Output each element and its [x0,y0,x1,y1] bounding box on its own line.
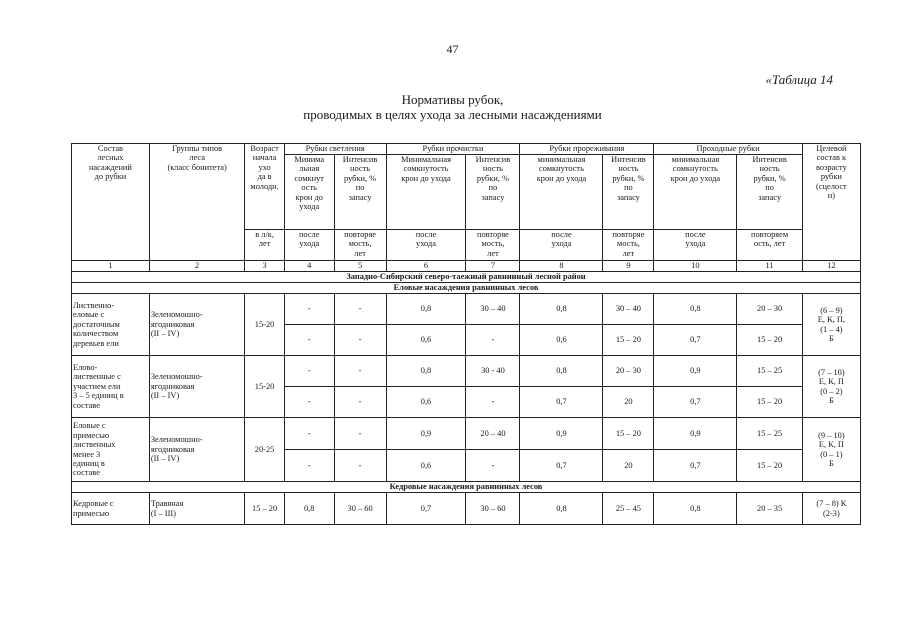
row-target: (9 – 10) Е, К, П (0 – 1) Б [802,418,860,482]
table-cell: 0,6 [520,325,603,356]
header-after-2: после ухода [386,230,466,261]
header-rep-4: повторяем ость, лет [737,230,802,261]
header-clean-min: Минимальная сомкнутость крон до ухода [386,155,466,230]
row-age: 15-20 [245,294,284,356]
table-cell: - [284,450,334,482]
table-cell: - [284,418,334,450]
table-cell: 20 – 30 [737,294,802,325]
header-light-cut: Рубки светления [284,144,386,155]
column-number: 2 [149,261,245,272]
table-cell: 20 – 35 [737,493,802,525]
table-cell: 0,9 [520,418,603,450]
column-number: 1 [72,261,150,272]
table-cell: 0,7 [520,387,603,418]
table-cell: - [334,450,386,482]
table-cell: 15 – 25 [737,356,802,387]
table-cell: 0,8 [520,294,603,325]
row-composition: Лиственно- еловые с достаточным количеством деревьев ели [72,294,150,356]
header-pass-cut: Проходные рубки [654,144,802,155]
table-cell: 20 – 40 [466,418,520,450]
table-cell: 0,8 [520,493,603,525]
header-rep-3: повторяе мость, лет [603,230,654,261]
row-target: (7 – 10) Е, К, П (0 – 2) Б [802,356,860,418]
header-thin-cut: Рубки прореживания [520,144,654,155]
row-age: 15-20 [245,356,284,418]
table-cell: - [334,387,386,418]
table-cell: 0,9 [654,356,737,387]
header-age-unit: в л/к, лет [245,230,284,261]
row-target: (7 – 8) К (2-3) [802,493,860,525]
table-cell: - [334,325,386,356]
table-cell: 0,8 [386,294,466,325]
table-cell: 0,8 [654,493,737,525]
page-title [0,92,905,122]
table-cell: - [334,294,386,325]
header-clean-int: Интенсив ность рубки, % по запасу [466,155,520,230]
row-composition: Кедровые с примесью [72,493,150,525]
row-age: 20-25 [245,418,284,482]
table-cell: 15 – 25 [737,418,802,450]
row-composition: Елово- лиственные с участием ели 3 – 5 единиц в составе [72,356,150,418]
column-number: 11 [737,261,802,272]
row-forest-type: Зеленомошно- ягодниковая (II – IV) [149,418,245,482]
table-cell: 0,7 [654,325,737,356]
table-caption: «Таблица 14 [765,72,833,87]
header-forest-groups: Группы типов леса (класс бонитета) [149,144,245,261]
section-heading-spruce: Еловые насаждения равнинных лесов [72,283,861,294]
header-rep-2: повторяе мость, лет [466,230,520,261]
table-cell: 0,9 [654,418,737,450]
region-heading: Западно-Сибирский северо-таежный равнинный лесной район [72,272,861,283]
table-cell: - [284,294,334,325]
header-light-min: Минима льная сомкнут ость крон до ухода [284,155,334,230]
table-cell: 30 – 60 [466,493,520,525]
table-cell: 20 [603,387,654,418]
column-number: 8 [520,261,603,272]
table-cell: 20 – 30 [603,356,654,387]
column-number: 10 [654,261,737,272]
title-line-2: проводимых в целях ухода за лесными насаждениями [303,107,602,122]
table-cell: 0,8 [654,294,737,325]
table-cell: - [466,387,520,418]
table-cell: - [284,356,334,387]
section-heading-cedar: Кедровые насаждения равнинных лесов [72,482,861,493]
table-cell: - [284,325,334,356]
row-composition: Еловые с примесью лиственных менее 3 единиц в составе [72,418,150,482]
table-cell: 25 – 45 [603,493,654,525]
column-number: 6 [386,261,466,272]
header-clean-cut: Рубки прочистки [386,144,520,155]
norms-table [71,143,861,525]
table-cell: 15 – 20 [737,325,802,356]
row-forest-type: Зеленомошно- ягодниковая (II – IV) [149,356,245,418]
column-number: 7 [466,261,520,272]
header-composition: Состав лесных насаждений до рубки [72,144,150,261]
table-cell: 0,7 [654,450,737,482]
table-cell: - [334,356,386,387]
table-cell: 0,7 [520,450,603,482]
row-age: 15 – 20 [245,493,284,525]
header-thin-min: минимальная сомкнутость крон до ухода [520,155,603,230]
table-cell: 0,7 [654,387,737,418]
table-cell: - [466,325,520,356]
table-cell: 20 [603,450,654,482]
column-number: 3 [245,261,284,272]
table-cell: - [466,450,520,482]
column-number: 9 [603,261,654,272]
table-cell: 0,6 [386,325,466,356]
table-cell: 30 - 40 [466,356,520,387]
header-age: Возраст начала ухо да в молодн. [245,144,284,230]
header-pass-int: Интенсив ность рубки, % по запасу [737,155,802,230]
header-after-1: после ухода [284,230,334,261]
column-number: 4 [284,261,334,272]
header-target: Целевой состав к возрасту рубки (сцелост н) [802,144,860,261]
table-cell: - [334,418,386,450]
header-after-3: после ухода [520,230,603,261]
table-cell: 30 – 40 [603,294,654,325]
table-cell: 15 – 20 [737,450,802,482]
table-cell: 30 – 60 [334,493,386,525]
table-cell: 30 – 40 [466,294,520,325]
column-number: 5 [334,261,386,272]
table-cell: 15 – 20 [603,325,654,356]
table-cell: 0,6 [386,450,466,482]
table-cell: 0,6 [386,387,466,418]
header-light-int: Интенсив ность рубки, % по запасу [334,155,386,230]
title-line-1: Нормативы рубок, [401,92,504,107]
row-forest-type: Травяная (I – III) [149,493,245,525]
page-number: 47 [446,42,459,56]
header-after-4: после ухода [654,230,737,261]
column-number: 12 [802,261,860,272]
table-cell: 0,7 [386,493,466,525]
row-target: (6 – 9) Е, К, П, (1 – 4) Б [802,294,860,356]
table-cell: 0,8 [520,356,603,387]
table-cell: 0,8 [284,493,334,525]
header-rep-1: повторяе мость, лет [334,230,386,261]
table-cell: 15 – 20 [603,418,654,450]
row-forest-type: Зеленомошно- ягодниковая (II – IV) [149,294,245,356]
header-pass-min: минимальная сомкнутость крон до ухода [654,155,737,230]
table-cell: 0,9 [386,418,466,450]
table-cell: 0,8 [386,356,466,387]
table-cell: 15 – 20 [737,387,802,418]
table-cell: - [284,387,334,418]
header-thin-int: Интенсив ность рубки, % по запасу [603,155,654,230]
